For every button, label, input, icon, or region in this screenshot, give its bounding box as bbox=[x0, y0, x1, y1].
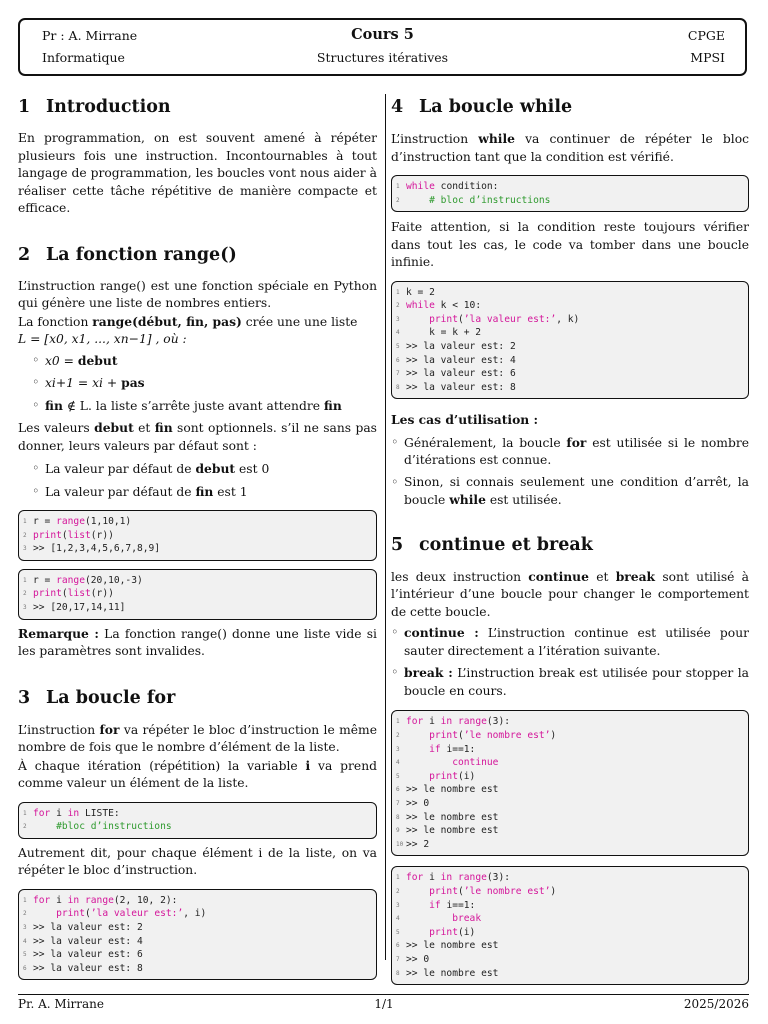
code-block-continue bbox=[391, 710, 749, 856]
line-number: 1 bbox=[23, 809, 27, 817]
range-remark: Remarque : La fonction range() donne une liste vide si les paramètres sont invalides. bbox=[18, 625, 377, 659]
code-line: 2 print(list(r)) bbox=[23, 588, 114, 600]
code-line: 7 >> 0 bbox=[396, 798, 430, 809]
line-number: 10 bbox=[396, 840, 404, 848]
header-level: MPSI bbox=[690, 50, 725, 65]
line-number: 2 bbox=[396, 302, 400, 310]
column-divider bbox=[385, 94, 386, 960]
code-line: 6 >> la valeur est: 4 bbox=[396, 354, 516, 366]
code-line: 3 if i==1: bbox=[396, 899, 476, 911]
course-subtitle: Structures itératives bbox=[316, 50, 449, 65]
code-line: 1 k = 2 bbox=[396, 286, 435, 298]
line-number: 8 bbox=[396, 383, 400, 391]
code-block-range-2 bbox=[18, 569, 377, 620]
for-paragraph-3: Autrement dit, pour chaque élément i de la liste, on va répéter le bloc d’instruction. bbox=[18, 845, 377, 878]
code-line: 10 >> 2 bbox=[396, 838, 430, 850]
line-number: 8 bbox=[396, 813, 400, 821]
range-paragraph-2: La fonction range(début, fin, pas) crée une une liste bbox=[18, 313, 358, 329]
code-line: 1 for i in LISTE: bbox=[23, 807, 120, 819]
default-fin-item: ◦ La valeur par défaut de fin est 1 bbox=[32, 483, 377, 502]
section-heading-continue-break: 5 continue et break bbox=[391, 534, 593, 555]
use-case-for: ◦ Généralement, la boucle for est utilisée si le nombre d’itérations est connue. bbox=[391, 434, 749, 470]
code-line: 1 while condition: bbox=[396, 181, 499, 192]
code-line: 3 if i==1: bbox=[396, 743, 476, 755]
line-number: 4 bbox=[396, 915, 400, 923]
line-number: 2 bbox=[396, 887, 400, 895]
code-line: 2 print(’la valeur est:’, i) bbox=[23, 908, 207, 920]
code-line: 4 >> la valeur est: 4 bbox=[23, 935, 143, 947]
for-paragraph-1: L’instruction for va répéter le bloc d’instruction le même nombre de fois que le nombre d’élément de la liste. bbox=[18, 721, 377, 755]
code-block-break bbox=[391, 866, 749, 985]
line-number: 4 bbox=[23, 937, 27, 945]
line-number: 1 bbox=[396, 183, 400, 190]
use-cases-heading: Les cas d’utilisation : bbox=[391, 412, 539, 428]
code-line: 5 print(i) bbox=[396, 926, 476, 938]
code-line: 3 >> la valeur est: 2 bbox=[23, 921, 143, 933]
code-line: 1 for i in range(3): bbox=[396, 872, 510, 884]
line-number: 5 bbox=[23, 951, 27, 959]
code-line: 5 print(i) bbox=[396, 770, 476, 782]
line-number: 2 bbox=[23, 910, 27, 918]
section-heading-for: 3 La boucle for bbox=[18, 687, 176, 708]
code-line: 7 >> la valeur est: 6 bbox=[396, 368, 516, 380]
footer-year: 2025/2026 bbox=[683, 997, 749, 1011]
section-heading-range: 2 La fonction range() bbox=[18, 244, 237, 265]
code-line: 9 >> le nombre est bbox=[396, 825, 499, 837]
code-block-while-1 bbox=[391, 175, 749, 212]
break-definition: ◦ break : L’instruction break est utilisée pour stopper la boucle en cours. bbox=[391, 664, 749, 700]
code-line: 2 # bloc d’instructions bbox=[396, 194, 551, 206]
code-line: 8 >> le nombre est bbox=[396, 811, 499, 823]
code-line: 2 print(’le nombre est’) bbox=[396, 730, 557, 742]
line-number: 6 bbox=[23, 964, 27, 972]
line-number: 4 bbox=[396, 329, 400, 337]
line-number: 1 bbox=[396, 288, 400, 296]
code-block-for-2 bbox=[18, 889, 377, 981]
line-number: 2 bbox=[23, 590, 27, 598]
code-line: 6 >> le nombre est bbox=[396, 784, 499, 796]
range-bullet-end: ◦ fin ∉ L. la liste s’arrête juste avant attendre fin bbox=[32, 397, 377, 416]
line-number: 1 bbox=[23, 576, 27, 584]
code-line: 1 for i in range(3): bbox=[396, 716, 510, 728]
header-author: Pr : A. Mirrane bbox=[42, 28, 138, 43]
range-paragraph-1: L’instruction range() est une fonction spéciale en Python qui génère une liste de nombres entiers. bbox=[18, 278, 377, 310]
left-column bbox=[18, 94, 377, 980]
code-line: 5 >> la valeur est: 6 bbox=[23, 949, 143, 961]
line-number: 5 bbox=[396, 772, 400, 780]
line-number: 3 bbox=[23, 603, 27, 611]
code-line: 6 >> la valeur est: 8 bbox=[23, 962, 143, 974]
code-line: 3 >> [1,2,3,4,5,6,7,8,9] bbox=[23, 543, 161, 555]
range-formula: L = [x0, x1, ..., xn−1] , où : bbox=[18, 332, 187, 346]
code-line: 2 while k < 10: bbox=[396, 300, 482, 312]
code-block-for-1 bbox=[18, 802, 377, 839]
line-number: 1 bbox=[23, 518, 27, 525]
while-paragraph-2: Faite attention, si la condition reste toujours vérifier dans tout les cas, le code va tomber dans une boucle infinie. bbox=[391, 220, 749, 270]
code-line: 1 r = range(1,10,1) bbox=[23, 516, 132, 527]
section-heading-while: 4 La boucle while bbox=[391, 97, 573, 117]
code-line: 7 >> 0 bbox=[396, 953, 430, 965]
code-line: 3 >> [20,17,14,11] bbox=[23, 601, 126, 613]
section-heading-introduction: 1 Introduction bbox=[18, 97, 171, 117]
line-number: 1 bbox=[23, 896, 27, 904]
page-number: 1/1 bbox=[374, 997, 394, 1011]
code-line: 8 >> la valeur est: 8 bbox=[396, 381, 516, 393]
right-column bbox=[391, 94, 749, 985]
for-paragraph-2: À chaque itération (répétition) la variable i va prend comme valeur un élément de la liste. bbox=[18, 757, 377, 791]
code-line: 5 >> la valeur est: 2 bbox=[396, 341, 516, 353]
line-number: 2 bbox=[23, 823, 27, 831]
while-paragraph-1: L’instruction while va continuer de répéter le bloc d’instruction tant que la condition est vérifié. bbox=[391, 131, 749, 164]
line-number: 3 bbox=[23, 923, 27, 931]
line-number: 3 bbox=[23, 545, 27, 553]
code-block-while-2 bbox=[391, 281, 749, 400]
line-number: 9 bbox=[396, 827, 400, 835]
code-line: 1 for i in range(2, 10, 2): bbox=[23, 894, 178, 906]
header-subject: Informatique bbox=[42, 50, 125, 65]
line-number: 2 bbox=[23, 531, 27, 539]
line-number: 6 bbox=[396, 356, 400, 364]
code-line: 2 #bloc d’instructions bbox=[23, 821, 172, 833]
line-number: 7 bbox=[396, 370, 400, 378]
intro-paragraph: En programmation, on est souvent amené à répéter plusieurs fois une instruction. Incontournables à tout langage de programmation, les boucles vont nous aider à réaliser cette tâche répétitive de manière compacte et efficace. bbox=[18, 131, 377, 215]
line-number: 5 bbox=[396, 343, 400, 351]
course-title: Cours 5 bbox=[351, 26, 414, 43]
code-line: 2 print(’le nombre est’) bbox=[396, 885, 557, 897]
line-number: 6 bbox=[396, 942, 400, 950]
line-number: 3 bbox=[396, 745, 400, 753]
line-number: 5 bbox=[396, 928, 400, 936]
line-number: 2 bbox=[396, 732, 400, 740]
footer-author: Pr. A. Mirrane bbox=[18, 997, 104, 1011]
range-paragraph-3: Les valeurs debut et fin sont optionnels. s’il ne sans pas donner, leurs valeurs par défaut sont : bbox=[18, 420, 377, 453]
line-number: 4 bbox=[396, 759, 400, 767]
line-number: 3 bbox=[396, 901, 400, 909]
code-line: 8 >> le nombre est bbox=[396, 967, 499, 979]
continue-definition: ◦ continue : L’instruction continue est utilisée pour sauter directement a l’itération suivante. bbox=[391, 624, 749, 660]
code-line: 4 k = k + 2 bbox=[396, 327, 482, 339]
code-line: 3 print(’la valeur est:’, k) bbox=[396, 313, 580, 325]
header-class: CPGE bbox=[687, 28, 725, 43]
footer-rule bbox=[18, 994, 749, 995]
code-block-range-1 bbox=[18, 510, 377, 561]
use-case-while: ◦ Sinon, si connais seulement une condition d’arrêt, la boucle while est utilisée. bbox=[391, 474, 749, 510]
code-line: 2 print(list(r)) bbox=[23, 529, 114, 541]
code-line: 1 r = range(20,10,-3) bbox=[23, 574, 143, 586]
code-line: 6 >> le nombre est bbox=[396, 940, 499, 952]
line-number: 1 bbox=[396, 718, 400, 726]
line-number: 7 bbox=[396, 800, 400, 807]
line-number: 1 bbox=[396, 874, 400, 882]
code-line: 4 continue bbox=[396, 757, 499, 769]
range-bullet-start: ◦ x0 = debut bbox=[32, 352, 377, 371]
course-header bbox=[18, 18, 747, 76]
code-line: 4 break bbox=[396, 913, 482, 925]
line-number: 8 bbox=[396, 969, 400, 977]
line-number: 3 bbox=[396, 315, 400, 323]
line-number: 7 bbox=[396, 955, 400, 963]
line-number: 6 bbox=[396, 786, 400, 794]
line-number: 2 bbox=[396, 196, 400, 204]
range-bullet-step: ◦ xi+1 = xi + pas bbox=[32, 374, 377, 393]
continue-paragraph-1: les deux instruction continue et break sont utilisé à l’intérieur d’une boucle pour changer le comportement de cette boucle. bbox=[391, 568, 749, 619]
default-debut-item: ◦ La valeur par défaut de debut est 0 bbox=[32, 460, 377, 479]
